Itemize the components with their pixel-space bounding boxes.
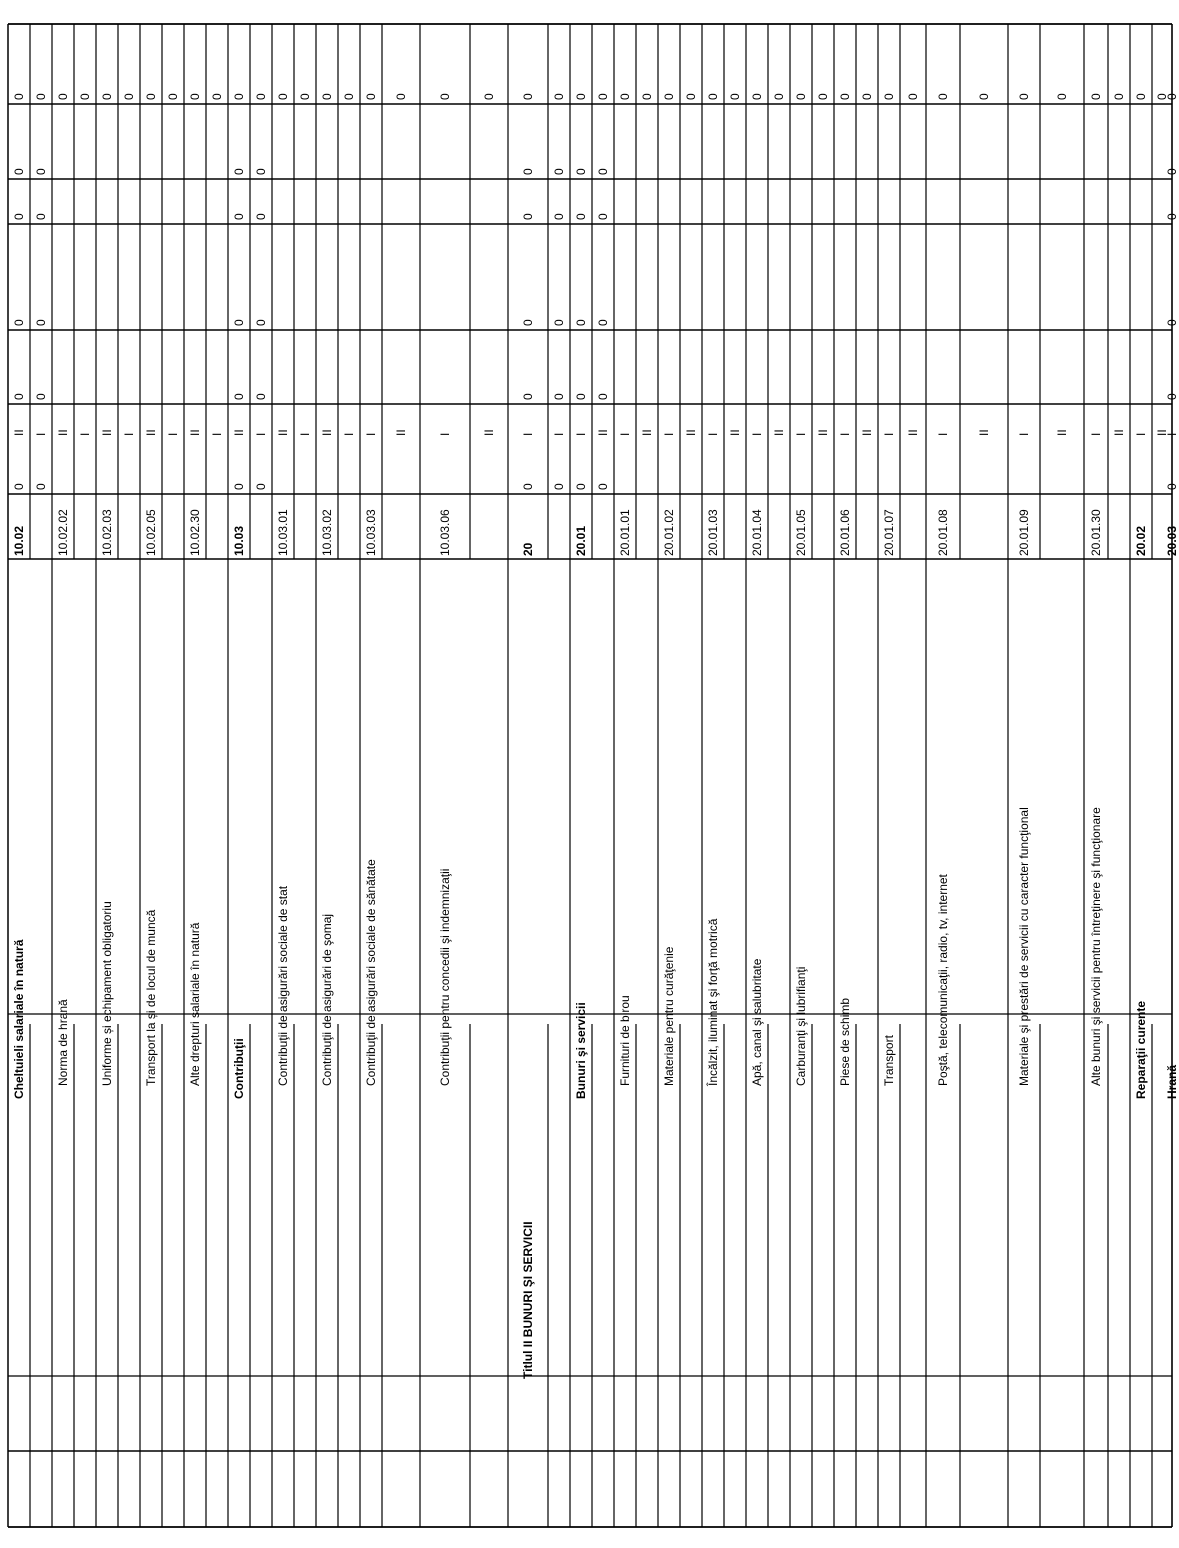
roman-cell: I bbox=[838, 432, 852, 436]
line-item-label: Contribuţii de asigurări sociale de stat bbox=[276, 885, 290, 1086]
roman-cell: II bbox=[816, 429, 830, 436]
roman-cell: II bbox=[728, 429, 742, 436]
value-cell: 0 bbox=[232, 93, 246, 100]
value-cell: 0 bbox=[34, 319, 48, 326]
value-cell: 0 bbox=[144, 93, 158, 100]
value-cell: 0 bbox=[728, 93, 742, 100]
code-cell: 10.03 bbox=[232, 525, 246, 556]
roman-cell: I bbox=[364, 432, 378, 436]
roman-cell: II bbox=[232, 429, 246, 436]
roman-cell: I bbox=[574, 432, 588, 436]
value-cell: 0 bbox=[232, 483, 246, 490]
value-cell: 0 bbox=[838, 93, 852, 100]
value-cell: 0 bbox=[342, 93, 356, 100]
value-cell: 0 bbox=[188, 93, 202, 100]
line-item-label: Materiale şi prestări de servicii cu caracter funcţional bbox=[1017, 807, 1031, 1086]
code-cell: 10.02.02 bbox=[56, 509, 70, 556]
line-item-label: Contribuţii pentru concedii şi indemnizaţii bbox=[438, 868, 452, 1086]
code-cell: 10.03.02 bbox=[320, 509, 334, 556]
value-cell: 0 bbox=[706, 93, 720, 100]
roman-cell: II bbox=[276, 429, 290, 436]
roman-cell: I bbox=[342, 432, 356, 436]
roman-cell: I bbox=[662, 432, 676, 436]
roman-cell: II bbox=[1055, 429, 1069, 436]
value-cell: 0 bbox=[552, 213, 566, 220]
value-cell: 0 bbox=[232, 168, 246, 175]
code-cell: 20.03 bbox=[1165, 525, 1179, 556]
value-cell: 0 bbox=[1165, 93, 1179, 100]
roman-cell: I bbox=[1165, 432, 1179, 436]
value-cell: 0 bbox=[210, 93, 224, 100]
roman-cell: I bbox=[34, 432, 48, 436]
value-cell: 0 bbox=[794, 93, 808, 100]
line-item-label: Uniforme și echipament obligatoriu bbox=[100, 901, 114, 1086]
value-cell: 0 bbox=[364, 93, 378, 100]
line-item-label: Contribuţii de asigurări de şomaj bbox=[320, 913, 334, 1086]
value-cell: 0 bbox=[750, 93, 764, 100]
value-cell: 0 bbox=[574, 393, 588, 400]
roman-cell: II bbox=[684, 429, 698, 436]
roman-cell: I bbox=[552, 432, 566, 436]
roman-cell: I bbox=[254, 432, 268, 436]
value-cell: 0 bbox=[1165, 213, 1179, 220]
code-cell: 10.02.03 bbox=[100, 509, 114, 556]
value-cell: 0 bbox=[276, 93, 290, 100]
value-cell: 0 bbox=[12, 393, 26, 400]
line-item-label: Bunuri şi servicii bbox=[574, 1002, 588, 1099]
code-cell: 10.02 bbox=[12, 525, 26, 556]
value-cell: 0 bbox=[1165, 319, 1179, 326]
code-cell: 20.01.04 bbox=[750, 509, 764, 556]
roman-cell: II bbox=[906, 429, 920, 436]
value-cell: 0 bbox=[100, 93, 114, 100]
code-cell: 20.01.06 bbox=[838, 509, 852, 556]
value-cell: 0 bbox=[482, 93, 496, 100]
roman-cell: II bbox=[482, 429, 496, 436]
value-cell: 0 bbox=[596, 168, 610, 175]
roman-cell: II bbox=[56, 429, 70, 436]
value-cell: 0 bbox=[860, 93, 874, 100]
value-cell: 0 bbox=[122, 93, 136, 100]
roman-cell: I bbox=[1017, 432, 1031, 436]
roman-cell: I bbox=[882, 432, 896, 436]
value-cell: 0 bbox=[574, 319, 588, 326]
value-cell: 0 bbox=[78, 93, 92, 100]
value-cell: 0 bbox=[936, 93, 950, 100]
code-cell: 20 bbox=[521, 542, 535, 556]
value-cell: 0 bbox=[1165, 393, 1179, 400]
roman-cell: I bbox=[78, 432, 92, 436]
roman-cell: I bbox=[210, 432, 224, 436]
roman-cell: I bbox=[1134, 432, 1148, 436]
roman-cell: II bbox=[772, 429, 786, 436]
value-cell: 0 bbox=[12, 319, 26, 326]
value-cell: 0 bbox=[574, 483, 588, 490]
value-cell: 0 bbox=[882, 93, 896, 100]
code-cell: 10.03.01 bbox=[276, 509, 290, 556]
value-cell: 0 bbox=[1089, 93, 1103, 100]
value-cell: 0 bbox=[596, 393, 610, 400]
code-cell: 20.01.09 bbox=[1017, 509, 1031, 556]
roman-cell: II bbox=[12, 429, 26, 436]
value-cell: 0 bbox=[816, 93, 830, 100]
line-item-label: Transport la și de locul de muncă bbox=[144, 909, 158, 1086]
line-item-label: Furnituri de birou bbox=[618, 995, 632, 1086]
value-cell: 0 bbox=[640, 93, 654, 100]
code-cell: 20.01 bbox=[574, 525, 588, 556]
roman-cell: II bbox=[188, 429, 202, 436]
line-item-label: Cheltuieli salariale în natură bbox=[12, 939, 26, 1099]
value-cell: 0 bbox=[34, 483, 48, 490]
code-cell: 20.02 bbox=[1134, 525, 1148, 556]
value-cell: 0 bbox=[254, 93, 268, 100]
roman-cell: I bbox=[750, 432, 764, 436]
roman-cell: I bbox=[122, 432, 136, 436]
value-cell: 0 bbox=[596, 93, 610, 100]
value-cell: 0 bbox=[232, 393, 246, 400]
value-cell: 0 bbox=[521, 483, 535, 490]
line-item-label: Apă, canal şi salubritate bbox=[750, 958, 764, 1086]
value-cell: 0 bbox=[574, 168, 588, 175]
code-cell: 20.01.08 bbox=[936, 509, 950, 556]
value-cell: 0 bbox=[232, 319, 246, 326]
code-cell: 20.01.01 bbox=[618, 509, 632, 556]
line-item-label: Încălzit, iluminat şi forţă motrică bbox=[706, 918, 720, 1086]
roman-cell: I bbox=[618, 432, 632, 436]
value-cell: 0 bbox=[521, 93, 535, 100]
value-cell: 0 bbox=[166, 93, 180, 100]
value-cell: 0 bbox=[1134, 93, 1148, 100]
value-cell: 0 bbox=[12, 93, 26, 100]
roman-cell: II bbox=[1155, 429, 1169, 436]
roman-cell: II bbox=[100, 429, 114, 436]
value-cell: 0 bbox=[320, 93, 334, 100]
value-cell: 0 bbox=[298, 93, 312, 100]
value-cell: 0 bbox=[1165, 483, 1179, 490]
code-cell: 10.02.05 bbox=[144, 509, 158, 556]
value-cell: 0 bbox=[34, 168, 48, 175]
code-cell: 20.01.02 bbox=[662, 509, 676, 556]
line-item-label: Alte bunuri şi servicii pentru întreţinere şi funcţionare bbox=[1089, 807, 1103, 1086]
line-item-label: Norma de hrană bbox=[56, 999, 70, 1086]
value-cell: 0 bbox=[254, 213, 268, 220]
value-cell: 0 bbox=[618, 93, 632, 100]
code-cell: 20.01.03 bbox=[706, 509, 720, 556]
value-cell: 0 bbox=[552, 393, 566, 400]
roman-cell: II bbox=[1112, 429, 1126, 436]
roman-cell: I bbox=[438, 432, 452, 436]
line-item-label: Contribuţii bbox=[232, 1038, 246, 1099]
line-item-label: Carburanţi şi lubrifianţi bbox=[794, 966, 808, 1086]
roman-cell: II bbox=[394, 429, 408, 436]
roman-cell: I bbox=[1089, 432, 1103, 436]
code-cell: 10.02.30 bbox=[188, 509, 202, 556]
roman-cell: II bbox=[596, 429, 610, 436]
value-cell: 0 bbox=[772, 93, 786, 100]
value-cell: 0 bbox=[254, 168, 268, 175]
value-cell: 0 bbox=[34, 393, 48, 400]
line-item-label: Poştă, telecomunicaţii, radio, tv, internet bbox=[936, 874, 950, 1086]
value-cell: 0 bbox=[12, 483, 26, 490]
value-cell: 0 bbox=[552, 483, 566, 490]
value-cell: 0 bbox=[232, 213, 246, 220]
value-cell: 0 bbox=[254, 483, 268, 490]
value-cell: 0 bbox=[521, 393, 535, 400]
line-item-label: Reparaţii curente bbox=[1134, 1000, 1148, 1099]
value-cell: 0 bbox=[552, 93, 566, 100]
value-cell: 0 bbox=[596, 319, 610, 326]
value-cell: 0 bbox=[34, 213, 48, 220]
value-cell: 0 bbox=[1155, 93, 1169, 100]
roman-cell: II bbox=[860, 429, 874, 436]
value-cell: 0 bbox=[552, 168, 566, 175]
roman-cell: I bbox=[794, 432, 808, 436]
value-cell: 0 bbox=[662, 93, 676, 100]
value-cell: 0 bbox=[12, 168, 26, 175]
value-cell: 0 bbox=[521, 168, 535, 175]
value-cell: 0 bbox=[438, 93, 452, 100]
code-cell: 10.03.06 bbox=[438, 509, 452, 556]
roman-cell: I bbox=[298, 432, 312, 436]
value-cell: 0 bbox=[12, 213, 26, 220]
value-cell: 0 bbox=[574, 93, 588, 100]
value-cell: 0 bbox=[552, 319, 566, 326]
value-cell: 0 bbox=[34, 93, 48, 100]
value-cell: 0 bbox=[521, 319, 535, 326]
value-cell: 0 bbox=[394, 93, 408, 100]
value-cell: 0 bbox=[254, 393, 268, 400]
code-cell: 10.03.03 bbox=[364, 509, 378, 556]
roman-cell: I bbox=[706, 432, 720, 436]
value-cell: 0 bbox=[574, 213, 588, 220]
code-cell: 20.01.05 bbox=[794, 509, 808, 556]
roman-cell: I bbox=[936, 432, 950, 436]
roman-cell: I bbox=[521, 432, 535, 436]
roman-cell: II bbox=[640, 429, 654, 436]
value-cell: 0 bbox=[1112, 93, 1126, 100]
value-cell: 0 bbox=[1017, 93, 1031, 100]
budget-table-sheet bbox=[8, 24, 1179, 1527]
value-cell: 0 bbox=[977, 93, 991, 100]
line-item-label: Materiale pentru curăţenie bbox=[662, 946, 676, 1086]
roman-cell: II bbox=[977, 429, 991, 436]
value-cell: 0 bbox=[1055, 93, 1069, 100]
value-cell: 0 bbox=[684, 93, 698, 100]
value-cell: 0 bbox=[56, 93, 70, 100]
value-cell: 0 bbox=[521, 213, 535, 220]
value-cell: 0 bbox=[254, 319, 268, 326]
roman-cell: II bbox=[144, 429, 158, 436]
value-cell: 0 bbox=[906, 93, 920, 100]
code-cell: 20.01.30 bbox=[1089, 509, 1103, 556]
value-cell: 0 bbox=[596, 213, 610, 220]
roman-cell: I bbox=[166, 432, 180, 436]
value-cell: 0 bbox=[596, 483, 610, 490]
roman-cell: II bbox=[320, 429, 334, 436]
value-cell: 0 bbox=[1165, 168, 1179, 175]
line-item-label: Contribuţii de asigurări sociale de sănătate bbox=[364, 859, 378, 1086]
line-item-label: Hrană bbox=[1165, 1064, 1179, 1099]
line-item-label: Alte drepturi salariale în natură bbox=[188, 922, 202, 1086]
line-item-label: Transport bbox=[882, 1035, 896, 1086]
line-item-label: Titlul II BUNURI ŞI SERVICII bbox=[521, 1221, 535, 1379]
table-grid bbox=[8, 24, 1172, 1527]
code-cell: 20.01.07 bbox=[882, 509, 896, 556]
line-item-label: Piese de schimb bbox=[838, 997, 852, 1086]
